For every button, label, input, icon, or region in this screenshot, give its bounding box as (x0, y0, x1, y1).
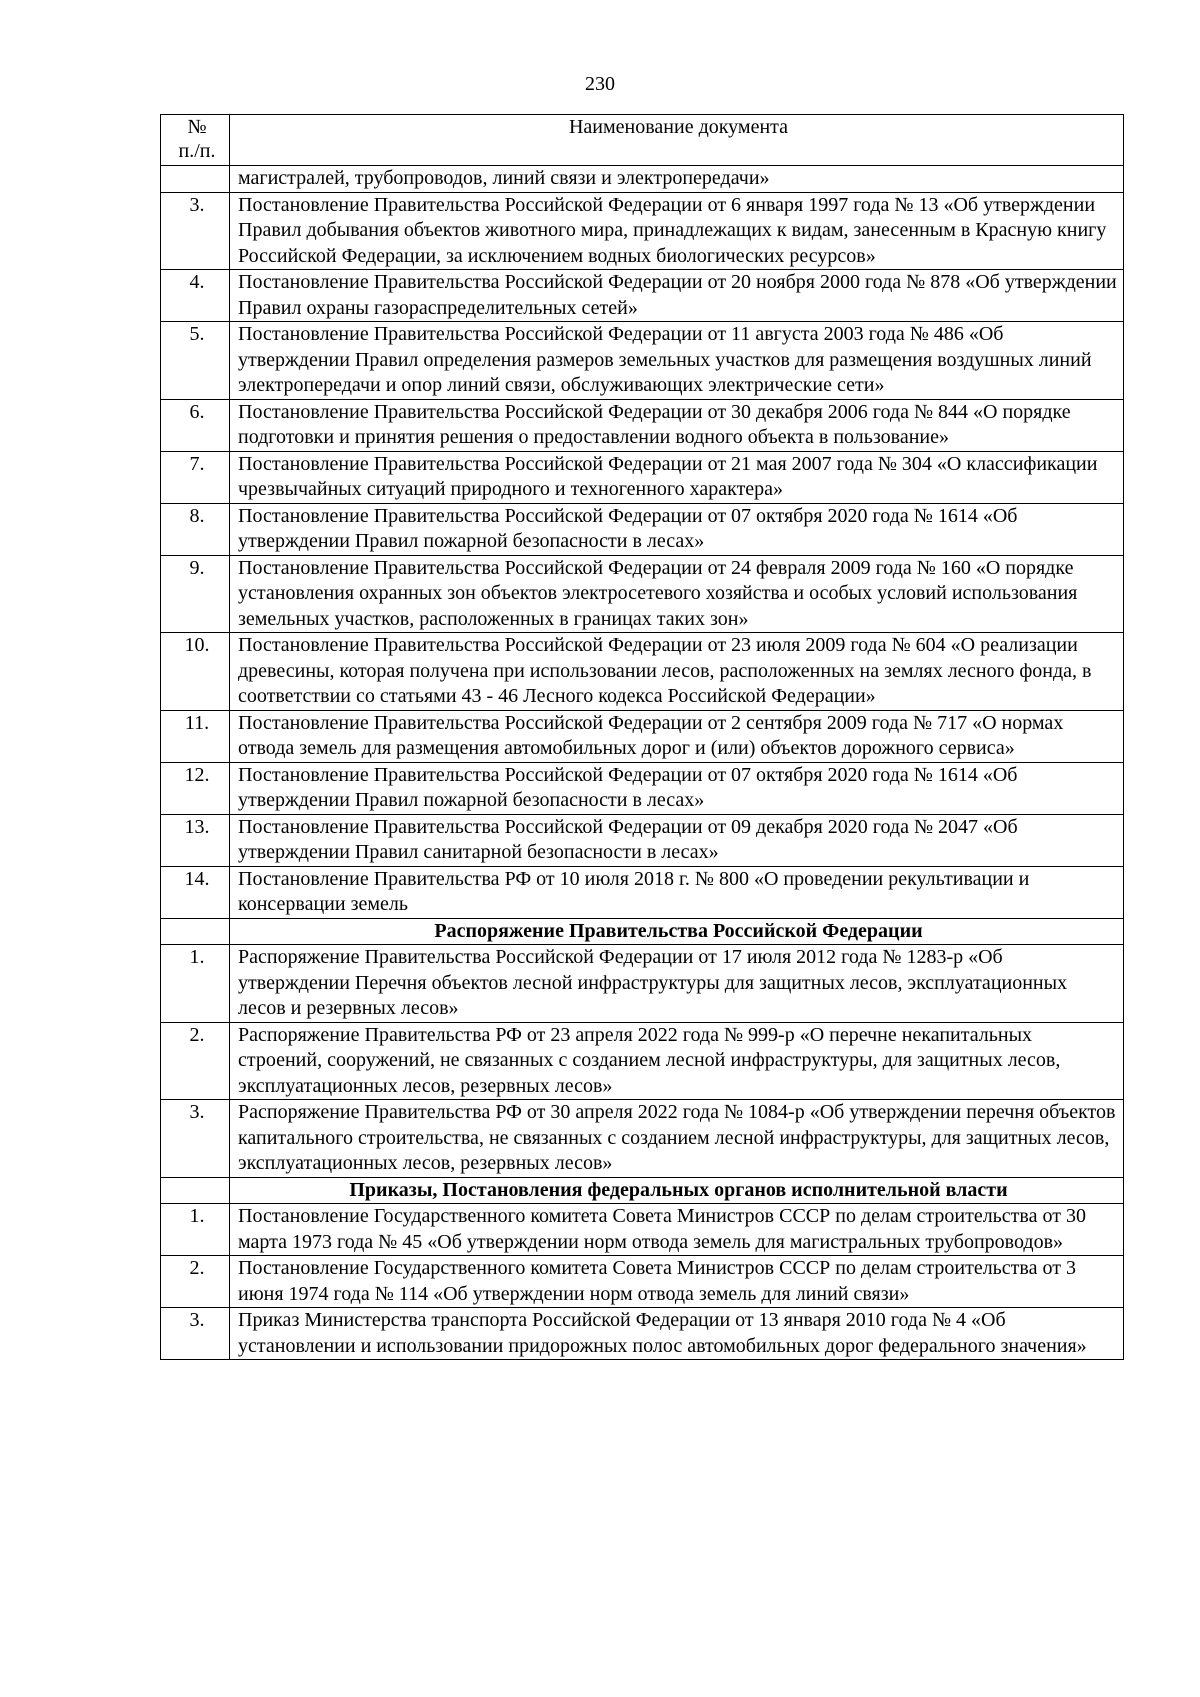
section-heading: Приказы, Постановления федеральных органов исполнительной власти (230, 1177, 1124, 1204)
document-name: Постановление Правительства Российской Федерации от 07 октября 2020 года № 1614 «Об утверждении Правил пожарной безопасности в лесах» (230, 503, 1124, 555)
document-name: Постановление Правительства Российской Федерации от 6 января 1997 года № 13 «Об утверждении Правил добывания объектов животного мира, принадлежащих к видам, занесенным в Красную книгу Российской Федерации, за исключением водных биологических ресурсов» (230, 192, 1124, 270)
table-row (161, 322, 1124, 400)
document-name: Приказ Министерства транспорта Российской Федерации от 13 января 2010 года № 4 «Об установлении и использовании придорожных полос автомобильных дорог федерального значения» (230, 1308, 1124, 1360)
row-number (161, 1177, 230, 1204)
row-number (161, 166, 230, 193)
row-number: 14. (161, 866, 230, 918)
document-name: Постановление Правительства Российской Федерации от 07 октября 2020 года № 1614 «Об утверждении Правил пожарной безопасности в лесах» (230, 762, 1124, 814)
document-name: Постановление Правительства РФ от 10 июля 2018 г. № 800 «О проведении рекультивации и консервации земель (230, 866, 1124, 918)
documents-table (160, 114, 1124, 1360)
row-number: 1. (161, 1204, 230, 1256)
row-number: 2. (161, 1022, 230, 1100)
table-row (161, 814, 1124, 866)
row-number: 9. (161, 555, 230, 633)
document-name: Распоряжение Правительства Российской Федерации от 17 июля 2012 года № 1283-р «Об утверждении Перечня объектов лесной инфраструктуры для защитных лесов, эксплуатационных лесов и резервных лесов» (230, 945, 1124, 1023)
row-number: 5. (161, 322, 230, 400)
column-header-document-name: Наименование документа (230, 115, 1124, 166)
table-row (161, 399, 1124, 451)
table-row (161, 762, 1124, 814)
row-number: 2. (161, 1256, 230, 1308)
row-number: 11. (161, 710, 230, 762)
row-number: 3. (161, 1308, 230, 1360)
column-header-number-symbol: № (187, 116, 207, 138)
row-number: 10. (161, 633, 230, 711)
table-row (161, 1204, 1124, 1256)
table-row (161, 166, 1124, 193)
row-number: 1. (161, 945, 230, 1023)
document-name: Распоряжение Правительства РФ от 23 апреля 2022 года № 999-р «О перечне некапитальных строений, сооружений, не связанных с созданием лесной инфраструктуры, для защитных лесов, эксплуатационных лесов, резервных лесов» (230, 1022, 1124, 1100)
row-number: 3. (161, 1100, 230, 1178)
column-header-number (161, 115, 230, 166)
table-row (161, 270, 1124, 322)
table-row (161, 1100, 1124, 1178)
table-row (161, 555, 1124, 633)
table-header-row (161, 115, 1124, 166)
document-name: Постановление Правительства Российской Федерации от 20 ноября 2000 года № 878 «Об утверждении Правил охраны газораспределительных сетей» (230, 270, 1124, 322)
table-body (161, 166, 1124, 1360)
table-row (161, 1308, 1124, 1360)
row-number: 12. (161, 762, 230, 814)
row-number: 7. (161, 451, 230, 503)
row-number: 3. (161, 192, 230, 270)
section-heading-row (161, 918, 1124, 945)
document-name: Постановление Правительства Российской Федерации от 21 мая 2007 года № 304 «О классификации чрезвычайных ситуаций природного и техногенного характера» (230, 451, 1124, 503)
document-name: Постановление Правительства Российской Федерации от 24 февраля 2009 года № 160 «О порядке установления охранных зон объектов электросетевого хозяйства и особых условий использования земельных участков, расположенных в границах таких зон» (230, 555, 1124, 633)
table-row (161, 710, 1124, 762)
document-name: Постановление Государственного комитета Совета Министров СССР по делам строительства от 30 марта 1973 года № 45 «Об утверждении норм отвода земель для магистральных трубопроводов» (230, 1204, 1124, 1256)
document-name: Постановление Правительства Российской Федерации от 2 сентября 2009 года № 717 «О нормах отвода земель для размещения автомобильных дорог и (или) объектов дорожного сервиса» (230, 710, 1124, 762)
row-number (161, 918, 230, 945)
row-number: 4. (161, 270, 230, 322)
document-name: магистралей, трубопроводов, линий связи и электропередачи» (230, 166, 1124, 193)
table-row (161, 192, 1124, 270)
document-name: Постановление Правительства Российской Федерации от 23 июля 2009 года № 604 «О реализации древесины, которая получена при использовании лесов, расположенных на землях лесного фонда, в соответствии со статьями 43 - 46 Лесного кодекса Российской Федерации» (230, 633, 1124, 711)
table-row (161, 945, 1124, 1023)
document-name: Постановление Государственного комитета Совета Министров СССР по делам строительства от 3 июня 1974 года № 114 «Об утверждении норм отвода земель для линий связи» (230, 1256, 1124, 1308)
document-name: Постановление Правительства Российской Федерации от 30 декабря 2006 года № 844 «О порядке подготовки и принятия решения о предоставлении водного объекта в пользование» (230, 399, 1124, 451)
document-name: Распоряжение Правительства РФ от 30 апреля 2022 года № 1084-р «Об утверждении перечня объектов капитального строительства, не связанных с созданием лесной инфраструктуры, для защитных лесов, эксплуатационных лесов, резервных лесов» (230, 1100, 1124, 1178)
section-heading-row (161, 1177, 1124, 1204)
row-number: 8. (161, 503, 230, 555)
document-name: Постановление Правительства Российской Федерации от 09 декабря 2020 года № 2047 «Об утверждении Правил санитарной безопасности в лесах» (230, 814, 1124, 866)
row-number: 13. (161, 814, 230, 866)
row-number: 6. (161, 399, 230, 451)
table-row (161, 866, 1124, 918)
document-name: Постановление Правительства Российской Федерации от 11 августа 2003 года № 486 «Об утверждении Правил определения размеров земельных участков для размещения воздушных линий электропередачи и опор линий связи, обслуживающих электрические сети» (230, 322, 1124, 400)
table-row (161, 503, 1124, 555)
section-heading: Распоряжение Правительства Российской Федерации (230, 918, 1124, 945)
column-header-number-abbrev: п./п. (178, 140, 216, 162)
page-number: 230 (585, 73, 615, 95)
table-row (161, 1256, 1124, 1308)
table-row (161, 451, 1124, 503)
table-row (161, 633, 1124, 711)
table-row (161, 1022, 1124, 1100)
